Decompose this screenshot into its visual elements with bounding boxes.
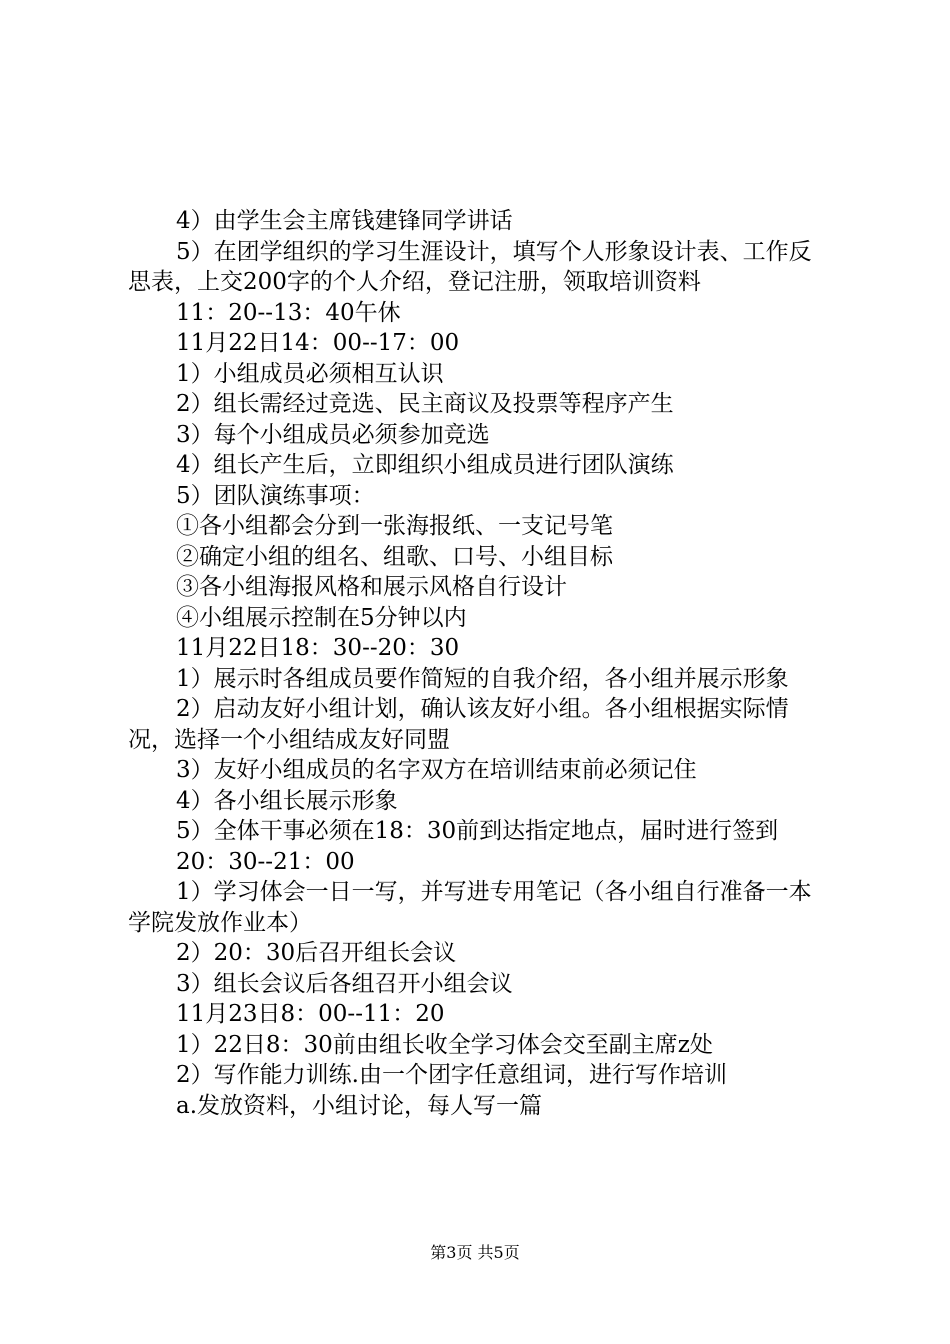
- paragraph: 3）每个小组成员必须参加竞选: [176, 421, 490, 448]
- paragraph: 4）由学生会主席钱建锋同学讲话: [176, 208, 513, 234]
- paragraph: 11月22日14：00--17：00: [176, 330, 460, 356]
- paragraph: 4）各小组长展示形象: [176, 787, 398, 814]
- paragraph: 1）小组成员必须相互认识: [176, 360, 444, 387]
- paragraph: 11月23日8：00--11：20: [176, 1001, 445, 1027]
- paragraph: 1）展示时各组成员要作简短的自我介绍，各小组并展示形象: [176, 665, 789, 692]
- paragraph: 4）组长产生后，立即组织小组成员进行团队演练: [176, 452, 674, 478]
- paragraph: ②确定小组的组名、组歌、口号、小组目标: [176, 543, 613, 570]
- paragraph: 5）在团学组织的学习生涯设计，填写个人形象设计表、工作反思表，上交200字的个人介绍，登记注册，领取培训资料: [128, 238, 812, 295]
- paragraph: 11月22日18：30--20：30: [176, 635, 460, 661]
- page-number-footer: 第3页 共5页: [430, 1243, 520, 1262]
- paragraph: 1）22日8：30前由组长收全学习体会交至副主席z处: [176, 1031, 713, 1058]
- paragraph: ①各小组都会分到一张海报纸、一支记号笔: [176, 513, 613, 539]
- paragraph: 1）学习体会一日一写，并写进专用笔记（各小组自行准备一本学院发放作业本）: [128, 879, 812, 936]
- paragraph: 5）团队演练事项：: [176, 482, 375, 509]
- paragraph: ③各小组海报风格和展示风格自行设计: [176, 574, 567, 600]
- paragraph: 2）20：30后召开组长会议: [176, 940, 457, 966]
- paragraph: 11：20--13：40午休: [176, 299, 401, 326]
- paragraph: 3）友好小组成员的名字双方在培训结束前必须记住: [176, 757, 697, 783]
- paragraph: ④小组展示控制在5分钟以内: [176, 604, 467, 631]
- paragraph: a.发放资料，小组讨论，每人写一篇: [176, 1092, 543, 1119]
- paragraph: 20：30--21：00: [176, 848, 355, 875]
- paragraph: 5）全体干事必须在18：30前到达指定地点，届时进行签到: [176, 818, 779, 844]
- paragraph: 2）写作能力训练.由一个团字任意组词，进行写作培训: [176, 1062, 727, 1088]
- document-body: [128, 206, 832, 1121]
- paragraph: 2）组长需经过竞选、民主商议及投票等程序产生: [176, 391, 674, 417]
- paragraph: 2）启动友好小组计划，确认该友好小组。各小组根据实际情况，选择一个小组结成友好同盟: [128, 696, 789, 753]
- paragraph: 3）组长会议后各组召开小组会议: [176, 970, 513, 997]
